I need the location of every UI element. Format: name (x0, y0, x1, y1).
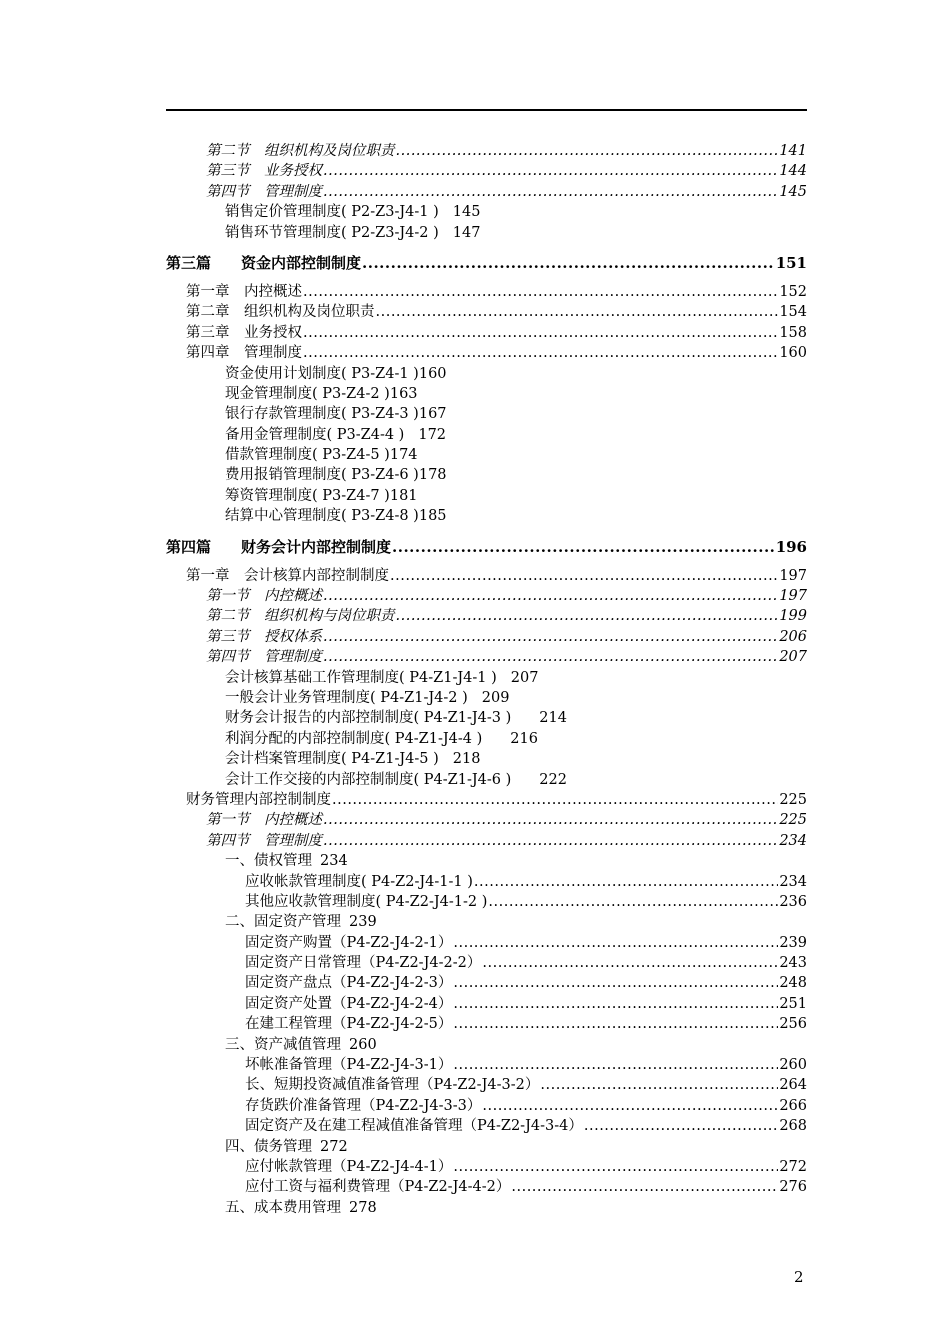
toc-entry-title: 费用报销管理制度( P3-Z4-6 ) (225, 467, 419, 484)
toc-entry-page: 268 (779, 1118, 807, 1135)
toc-leader-dots (376, 302, 779, 322)
toc-entry[interactable] (166, 668, 807, 688)
page-number: 2 (794, 1268, 804, 1286)
toc-entry-page: 248 (779, 975, 807, 992)
toc-entry-title: 第三章 业务授权 (186, 324, 302, 341)
toc-leader-dots (323, 831, 778, 851)
toc-leader-dots (390, 566, 778, 586)
toc-entry[interactable] (166, 708, 807, 728)
toc-entry-page: 222 (539, 771, 567, 788)
toc-leader-dots (323, 647, 778, 667)
toc-leader-dots (540, 1075, 778, 1095)
toc-entry[interactable] (166, 933, 807, 953)
toc-entry[interactable] (166, 202, 807, 222)
toc-leader-dots (453, 933, 778, 953)
toc-entry[interactable] (166, 141, 807, 161)
toc-entry-page: 276 (779, 1179, 807, 1196)
toc-entry[interactable] (166, 223, 807, 243)
toc-entry-title: 资金使用计划制度( P3-Z4-1 ) (225, 365, 419, 382)
toc-entry[interactable] (166, 425, 807, 445)
toc-entry[interactable] (166, 252, 807, 275)
toc-entry-title: 坏帐准备管理（P4-Z2-J4-3-1） (245, 1057, 453, 1074)
toc-entry[interactable] (166, 161, 807, 181)
toc-entry[interactable] (166, 302, 807, 322)
toc-entry[interactable] (166, 1096, 807, 1116)
toc-entry[interactable] (166, 1137, 807, 1157)
toc-entry-page: 199 (779, 608, 807, 625)
toc-entry-page: 196 (775, 537, 807, 556)
toc-entry-title: 财务管理内部控制制度 (186, 791, 331, 808)
toc-entry[interactable] (166, 770, 807, 790)
toc-entry-title: 固定资产日常管理（P4-Z2-J4-2-2） (245, 955, 482, 972)
toc-leader-dots (488, 892, 778, 912)
toc-entry[interactable] (166, 872, 807, 892)
toc-entry-page: 256 (779, 1016, 807, 1033)
toc-entry-title: 会计工作交接的内部控制制度( P4-Z1-J4-6 ) (225, 771, 512, 788)
toc-entry-page: 207 (510, 669, 539, 686)
toc-entry-title: 财务会计报告的内部控制制度( P4-Z1-J4-3 ) (225, 710, 512, 727)
toc-entry-page: 209 (481, 689, 510, 706)
toc-entry-title: 应收帐款管理制度( P4-Z2-J4-1-1 ) (245, 873, 473, 890)
toc-entry[interactable] (166, 465, 807, 485)
toc-entry-title: 固定资产购置（P4-Z2-J4-2-1） (245, 934, 453, 951)
toc-entry-page: 154 (779, 304, 807, 321)
toc-leader-dots (396, 141, 779, 161)
toc-entry-title: 四、债务管理 (225, 1138, 312, 1155)
header-rule (166, 109, 807, 111)
toc-entry-page: 272 (779, 1158, 807, 1175)
toc-entry-title: 第二节 组织机构及岗位职责 (206, 143, 395, 159)
toc-entry-title: 第一章 内控概述 (186, 283, 302, 300)
toc-entry[interactable] (166, 688, 807, 708)
toc-entry[interactable] (166, 404, 807, 424)
toc-leader-dots (362, 252, 775, 275)
toc-entry-page: 160 (779, 345, 807, 362)
toc-entry-title: 结算中心管理制度( P3-Z4-8 ) (225, 508, 419, 525)
toc-entry-title: 第三节 授权体系 (206, 628, 322, 645)
toc-entry-title: 固定资产盘点（P4-Z2-J4-2-3） (245, 975, 453, 992)
toc-entry-title: 备用金管理制度( P3-Z4-4 ) (225, 426, 405, 443)
toc-leader-dots (453, 1157, 778, 1177)
toc-entry[interactable] (166, 323, 807, 343)
toc-entry[interactable] (166, 1055, 807, 1075)
toc-entry-title: 销售环节管理制度( P2-Z3-J4-2 ) (225, 224, 439, 241)
toc-entry-page: 145 (779, 183, 807, 200)
toc-entry[interactable] (166, 1075, 807, 1095)
toc-entry-title: 银行存款管理制度( P3-Z4-3 ) (225, 406, 419, 423)
toc-entry-page: 174 (389, 447, 418, 464)
toc-entry-title: 长、短期投资减值准备管理（P4-Z2-J4-3-2） (245, 1077, 540, 1094)
toc-leader-dots (474, 872, 778, 892)
toc-entry-page: 141 (779, 143, 807, 159)
toc-entry-page: 172 (418, 426, 447, 443)
toc-entry-title: 第四节 管理制度 (206, 832, 322, 849)
toc-entry-title: 第四篇 财务会计内部控制制度 (166, 537, 392, 556)
toc-entry[interactable] (166, 343, 807, 363)
toc-entry-title: 借款管理制度( P3-Z4-5 ) (225, 447, 390, 464)
toc-leader-dots (323, 161, 778, 181)
toc-entry-title: 第四节 管理制度 (206, 649, 322, 666)
toc-entry-page: 160 (418, 365, 447, 382)
toc-entry-page: 234 (779, 832, 807, 849)
toc-entry[interactable] (166, 790, 807, 810)
toc-leader-dots (392, 536, 775, 559)
toc-entry-page: 225 (779, 812, 807, 829)
toc-entry-title: 一般会计业务管理制度( P4-Z1-J4-2 ) (225, 689, 468, 706)
toc-entry[interactable] (166, 182, 807, 202)
toc-entry[interactable] (166, 994, 807, 1014)
toc-entry[interactable] (166, 953, 807, 973)
toc-entry-title: 三、资产减值管理 (225, 1036, 341, 1053)
toc-entry-title: 五、成本费用管理 (225, 1199, 341, 1216)
toc-entry[interactable] (166, 384, 807, 404)
toc-entry-page: 147 (452, 224, 481, 241)
toc-entry-title: 销售定价管理制度( P2-Z3-J4-1 ) (225, 204, 439, 221)
toc-leader-dots (303, 343, 778, 363)
toc-entry[interactable] (166, 1116, 807, 1136)
toc-entry[interactable] (166, 627, 807, 647)
toc-entry-title: 二、固定资产管理 (225, 914, 341, 931)
toc-entry-title: 固定资产及在建工程减值准备管理（P4-Z2-J4-3-4） (245, 1118, 583, 1135)
toc-entry[interactable] (166, 506, 807, 526)
toc-entry-page: 278 (349, 1199, 377, 1216)
toc-entry[interactable] (166, 749, 807, 769)
toc-entry-page: 163 (389, 385, 418, 402)
toc-entry-page: 260 (779, 1057, 807, 1074)
toc-entry-title: 存货跌价准备管理（P4-Z2-J4-3-3） (245, 1097, 482, 1114)
toc-entry[interactable] (166, 831, 807, 851)
toc-entry-page: 216 (510, 730, 538, 747)
toc-entry-title: 第三篇 资金内部控制制度 (166, 253, 362, 272)
toc-entry[interactable] (166, 282, 807, 302)
toc-entry-page: 214 (539, 710, 567, 727)
toc-entry-title: 会计核算基础工作管理制度( P4-Z1-J4-1 ) (225, 669, 497, 686)
toc-leader-dots (453, 994, 778, 1014)
toc-entry-page: 272 (320, 1138, 348, 1155)
toc-entry[interactable] (166, 445, 807, 465)
toc-entry[interactable] (166, 586, 807, 606)
toc-entry-title: 应付工资与福利费管理（P4-Z2-J4-4-2） (245, 1179, 511, 1196)
table-of-contents (166, 141, 807, 1218)
toc-entry[interactable] (166, 606, 807, 626)
toc-entry[interactable] (166, 912, 807, 932)
toc-entry-title: 第四章 管理制度 (186, 345, 302, 362)
toc-leader-dots (303, 282, 778, 302)
toc-leader-dots (482, 1096, 778, 1116)
toc-leader-dots (453, 1014, 778, 1034)
toc-leader-dots (323, 586, 778, 606)
toc-entry-title: 第三节 业务授权 (206, 163, 322, 180)
toc-entry[interactable] (166, 1198, 807, 1218)
toc-entry[interactable] (166, 1177, 807, 1197)
toc-leader-dots (396, 606, 779, 626)
toc-entry-page: 239 (779, 934, 807, 951)
toc-entry-page: 181 (389, 487, 418, 504)
toc-entry-page: 206 (779, 628, 807, 645)
toc-leader-dots (323, 182, 778, 202)
toc-entry-page: 218 (452, 751, 481, 768)
toc-entry[interactable] (166, 486, 807, 506)
toc-leader-dots (332, 790, 778, 810)
toc-entry-title: 第一节 内控概述 (206, 812, 322, 829)
toc-entry-page: 234 (320, 853, 348, 870)
toc-leader-dots (453, 1055, 778, 1075)
toc-entry[interactable] (166, 851, 807, 871)
toc-entry[interactable] (166, 647, 807, 667)
toc-entry[interactable] (166, 364, 807, 384)
toc-entry-page: 239 (349, 914, 377, 931)
toc-entry[interactable] (166, 892, 807, 912)
toc-entry-title: 固定资产处置（P4-Z2-J4-2-4） (245, 995, 453, 1012)
toc-entry-title: 一、债权管理 (225, 853, 312, 870)
toc-entry[interactable] (166, 1014, 807, 1034)
toc-entry-page: 251 (779, 995, 807, 1012)
toc-entry-page: 243 (779, 955, 807, 972)
toc-entry-page: 234 (779, 873, 807, 890)
toc-entry-page: 266 (779, 1097, 807, 1114)
toc-leader-dots (323, 627, 778, 647)
toc-entry-title: 第二节 组织机构与岗位职责 (206, 608, 395, 625)
toc-entry[interactable] (166, 1157, 807, 1177)
toc-leader-dots (303, 323, 778, 343)
toc-entry[interactable] (166, 536, 807, 559)
toc-leader-dots (584, 1116, 778, 1136)
toc-leader-dots (323, 810, 778, 830)
toc-entry-page: 207 (779, 649, 807, 666)
toc-entry-page: 185 (418, 508, 447, 525)
toc-entry-page: 158 (779, 324, 807, 341)
toc-entry-page: 197 (779, 567, 807, 584)
toc-leader-dots (453, 973, 778, 993)
toc-entry[interactable] (166, 566, 807, 586)
toc-entry-page: 225 (779, 791, 807, 808)
toc-entry-page: 197 (779, 588, 807, 605)
toc-leader-dots (482, 953, 778, 973)
toc-entry-page: 145 (452, 204, 481, 221)
toc-entry-page: 152 (779, 283, 807, 300)
toc-entry-page: 144 (779, 163, 807, 180)
toc-entry-title: 其他应收款管理制度( P4-Z2-J4-1-2 ) (245, 893, 488, 910)
toc-entry-title: 第二章 组织机构及岗位职责 (186, 304, 375, 321)
toc-entry[interactable] (166, 973, 807, 993)
toc-entry-page: 151 (775, 253, 807, 272)
toc-entry-title: 应付帐款管理（P4-Z2-J4-4-1） (245, 1158, 453, 1175)
toc-entry-title: 第一节 内控概述 (206, 588, 322, 605)
toc-entry-title: 现金管理制度( P3-Z4-2 ) (225, 385, 390, 402)
toc-entry-page: 178 (418, 467, 447, 484)
toc-entry-page: 167 (418, 406, 447, 423)
toc-entry-title: 第四节 管理制度 (206, 183, 322, 200)
toc-entry-title: 会计档案管理制度( P4-Z1-J4-5 ) (225, 751, 439, 768)
toc-entry-title: 在建工程管理（P4-Z2-J4-2-5） (245, 1016, 453, 1033)
toc-entry[interactable] (166, 810, 807, 830)
toc-entry-page: 264 (779, 1077, 807, 1094)
toc-entry-title: 筹资管理制度( P3-Z4-7 ) (225, 487, 390, 504)
toc-entry-page: 260 (349, 1036, 377, 1053)
toc-entry-title: 利润分配的内部控制制度( P4-Z1-J4-4 ) (225, 730, 483, 747)
toc-entry[interactable] (166, 1035, 807, 1055)
toc-leader-dots (511, 1177, 778, 1197)
toc-entry-page: 236 (779, 893, 807, 910)
toc-entry-title: 第一章 会计核算内部控制制度 (186, 567, 389, 584)
toc-entry[interactable] (166, 729, 807, 749)
